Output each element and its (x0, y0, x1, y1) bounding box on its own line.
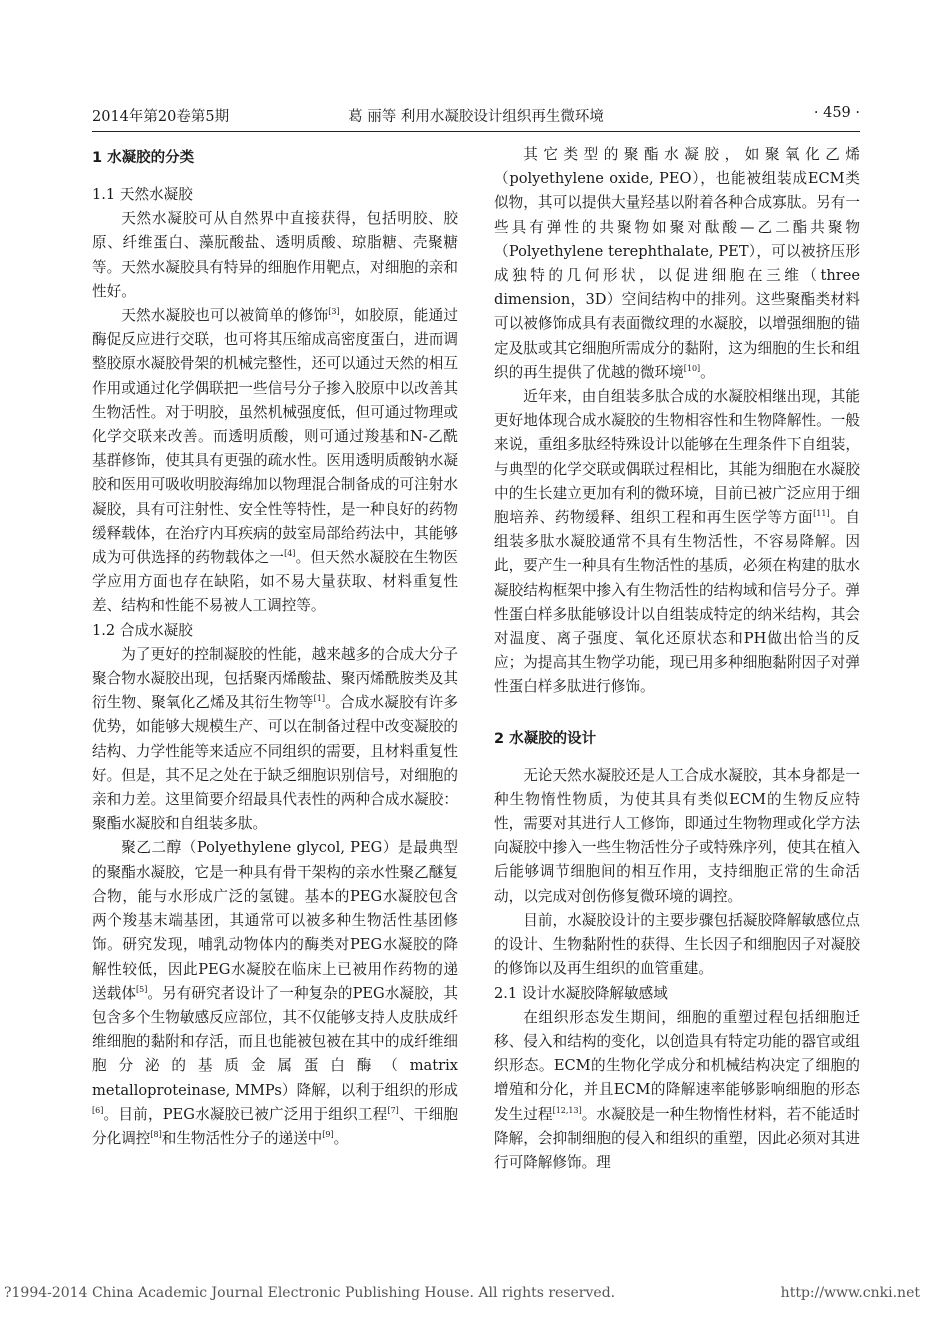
paragraph: 无论天然水凝胶还是人工合成水凝胶，其本身都是一种生物惰性物质，为使其具有类似ECM的生物反应特性，需要对其进行人工修饰，即通过生物物理或化学方法向凝胶中掺入一些生物活性分子或特殊序列，使其在植入后能够调节细胞间的相互作用，支持细胞正常的生命活动，以完成对创伤修复微环境的调控。 (494, 766, 860, 905)
citation-ref[interactable]: [10] (683, 363, 701, 373)
citation-ref[interactable]: [11] (813, 509, 830, 519)
citation-ref[interactable]: [8] (150, 1129, 162, 1139)
paragraph: 天然水凝胶可从自然界中直接获得，包括明胶、胶原、纤维蛋白、藻朊酸盐、透明质酸、琼脂糖、壳聚糖等。天然水凝胶具有特异的细胞作用靶点，对细胞的亲和性好。 (92, 210, 458, 300)
running-header (92, 105, 860, 129)
right-column (494, 143, 860, 1175)
citation-ref[interactable]: [4] (284, 549, 296, 559)
header-rule (92, 131, 860, 132)
paragraph: 在组织形态发生期间，细胞的重塑过程包括细胞迁移、侵入和结构的变化，以创造具有特定功能的器官或组织形态。ECM的生物化学成分和机械结构决定了细胞的增殖和分化，并且ECM的降解速率能够影响细胞的形态发生过程[12,13]。水凝胶是一种生物惰性材料，若不能适时降解，会抑制细胞的侵入和组织的重塑，因此必须对其进行可降解修饰。理 (494, 1008, 860, 1171)
section-heading-2: 2 水凝胶的设计 (494, 730, 597, 747)
left-column (92, 143, 458, 1151)
subsection-heading-2-1: 2.1 设计水凝胶降解敏感域 (494, 984, 668, 1002)
subsection-heading-1-2: 1.2 合成水凝胶 (92, 621, 193, 639)
citation-ref[interactable]: [3] (328, 307, 340, 317)
page-number: · 459 · (813, 105, 860, 121)
paragraph: 天然水凝胶也可以被简单的修饰[3]，如胶原，能通过酶促反应进行交联，也可将其压缩成高密度蛋白，进而调整胶原水凝胶骨架的机械完整性，还可以通过天然的相互作用或通过化学偶联把一些信号分子掺入胶原中以改善其生物活性。对于明胶，虽然机械强度低，但可通过物理或化学交联来改善。而透明质酸，则可通过羧基和N-乙酰基群修饰，使其具有更强的疏水性。医用透明质酸钠水凝胶和医用可吸收明胶海绵加以物理混合制备成的可注射水凝胶，具有可注射性、安全性等特性，是一种良好的药物缓释载体，在治疗内耳疾病的鼓室局部给药法中，其能够成为可供选择的药物载体之一[4]。但天然水凝胶在生物医学应用方面也存在缺陷，如不易大量获取、材料重复性差、结构和性能不易被人工调控等。 (92, 307, 458, 615)
citation-ref[interactable]: [1] (313, 694, 325, 704)
citation-ref[interactable]: [5] (135, 984, 148, 994)
copyright-notice: ?1994-2014 China Academic Journal Electronic Publishing House. All rights reserved. (4, 1285, 616, 1301)
citation-ref[interactable]: [6] (92, 1105, 104, 1115)
section-heading-1: 1 水凝胶的分类 (92, 150, 195, 166)
paragraph: 近年来，由自组装多肽合成的水凝胶相继出现，其能更好地体现合成水凝胶的生物相容性和生物降解性。一般来说，重组多肽经特殊设计以能够在生理条件下自组装，与典型的化学交联或偶联过程相比，其能为细胞在水凝胶中的生长建立更加有利的微环境，目前已被广泛应用于细胞培养、药物缓释、组织工程和再生医学等方面[11]。自组装多肽水凝胶通常不具有生物活性，不容易降解。因此，要产生一种具有生物活性的基质，必须在构建的肽水凝胶结构框架中掺入有生物活性的结构域和信号分子。弹性蛋白样多肽能够设计以自组装成特定的纳米结构，其会对温度、离子强度、氧化还原状态和PH做出恰当的反应；为提高其生物学功能，现已用多种细胞黏附因子对弹性蛋白样多肽进行修饰。 (494, 388, 860, 696)
subsection-heading-1-1: 1.1 天然水凝胶 (92, 186, 193, 203)
paragraph: 聚乙二醇（Polyethylene glycol, PEG）是最典型的聚酯水凝胶，它是一种具有骨干架构的亲水性聚乙醚复合物，能与水形成广泛的氢键。基本的PEG水凝胶包含两个羧基末端基团，其通常可以被多种生物活性基团修饰。研究发现，哺乳动物体内的酶类对PEG水凝胶的降解性较低，因此PEG水凝胶在临床上已被用作药物的递送载体[5]。另有研究者设计了一种复杂的PEG水凝胶，其包含多个生物敏感反应部位，其不仅能够支持人皮肤成纤维细胞的黏附和存活，而且也能被包被在其中的成纤维细胞分泌的基质金属蛋白酶（matrix metalloproteinase, MMPs）降解，以利于组织的形成[6]。目前，PEG水凝胶已被广泛用于组织工程[7]、干细胞分化调控[8]和生物活性分子的递送中[9]。 (92, 839, 458, 1147)
citation-ref[interactable]: [9] (322, 1129, 334, 1139)
page-footer (0, 1285, 950, 1309)
citation-ref[interactable]: [7] (387, 1105, 399, 1115)
article-running-title: 葛 丽等 利用水凝胶设计组织再生微环境 (348, 109, 604, 125)
paragraph: 目前，水凝胶设计的主要步骤包括凝胶降解敏感位点的设计、生物黏附性的获得、生长因子和细胞因子对凝胶的修饰以及再生组织的血管重建。 (494, 911, 860, 978)
journal-issue: 2014年第20卷第5期 (92, 109, 230, 125)
footer-link[interactable]: http://www.cnki.net (780, 1285, 920, 1301)
paragraph: 为了更好的控制凝胶的性能，越来越多的合成大分子聚合物水凝胶出现，包括聚丙烯酸盐、聚丙烯酰胺类及其衍生物、聚氧化乙烯及其衍生物等[1]。合成水凝胶有许多优势，如能够大规模生产、可以在制备过程中改变凝胶的结构、力学性能等来适应不同组织的需要，且材料重复性好。但是，其不足之处在于缺乏细胞识别信号，对细胞的亲和力差。这里简要介绍最具代表性的两种合成水凝胶：聚酯水凝胶和自组装多肽。 (92, 645, 458, 833)
citation-ref[interactable]: [12,13] (552, 1105, 582, 1115)
paragraph: 其它类型的聚酯水凝胶，如聚氧化乙烯（polyethylene oxide, PEO），也能被组装成ECM类似物，其可以提供大量羟基以附着各种合成寡肽。另有一些具有弹性的共聚物如聚对酞酸—乙二酯共聚物（Polyethylene terephthalate, PET），可以被挤压形成独特的几何形状，以促进细胞在三维（three dimension，3D）空间结构中的排列。这些聚酯类材料可以被修饰成具有表面微纹理的水凝胶，以增强细胞的锚定及肽或其它细胞所需成分的黏附，这为细胞的生长和组织的再生提供了优越的微环境[10]。 (494, 146, 860, 381)
